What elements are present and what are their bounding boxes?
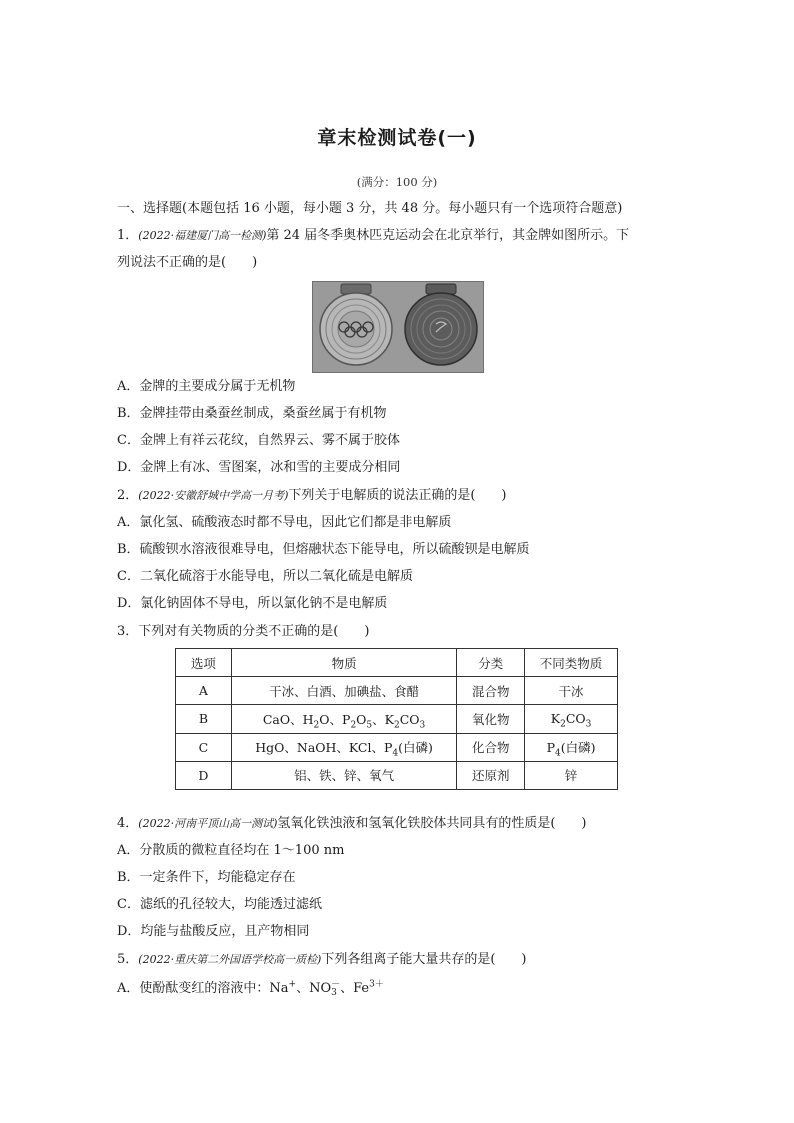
medal-image [313, 282, 483, 372]
table-row [176, 705, 618, 733]
question-text: 下列关于电解质的说法正确的是( ) [288, 488, 507, 503]
table-header-row [176, 649, 618, 677]
q4-option-b: B．一定条件下，均能稳定存在 [117, 870, 296, 885]
question-source: (2022·福建厦门高一检测) [138, 229, 267, 242]
q4-option-d: D．均能与盐酸反应，且产物相同 [117, 924, 310, 939]
score-note: (满分：100 分) [356, 175, 438, 189]
q4-option-c: C．滤纸的孔径较大，均能透过滤纸 [117, 897, 322, 912]
row-matter: CaO、$H_2O$、$P_2O_5$、$K_2CO_3$ [231, 705, 456, 733]
classification-table [175, 648, 618, 790]
q1-option-a: A．金牌的主要成分属于无机物 [117, 379, 296, 394]
header-class: 分类 [457, 649, 525, 677]
q2-option-d: D．氯化钠固体不导电，所以氯化钠不是电解质 [117, 596, 388, 611]
row-different: $P_4$(白磷) [525, 733, 618, 761]
q2-option-b: B．硫酸钡水溶液很难导电，但熔融状态下能导电，所以硫酸钡是电解质 [117, 542, 530, 557]
question-text: 第 24 届冬季奥林匹克运动会在北京举行，其金牌如图所示。下 [266, 228, 630, 243]
row-matter: 干冰、白酒、加碘盐、食醋 [231, 677, 456, 705]
table-row [176, 677, 618, 705]
q5-option-a: A．使酚酞变红的溶液中：Na+、NO － 3 、$Fe^{3+}$ [117, 979, 384, 998]
question-number: 1． [117, 228, 139, 243]
row-different: 锌 [525, 761, 618, 789]
question-source: (2022·重庆第二外国语学校高一质检) [138, 953, 322, 966]
question-2-stem [117, 487, 507, 505]
row-matter: HgO、NaOH、KCl、$P_4$(白磷) [231, 733, 456, 761]
row-class: 氧化物 [457, 705, 525, 733]
question-text: 下列各组离子能大量共存的是( ) [321, 952, 527, 967]
row-option: B [176, 705, 232, 733]
q4-option-a: A．分散质的微粒直径均在 1～100 nm [117, 843, 345, 858]
question-number: 4． [117, 816, 139, 831]
section-header: 一、选择题(本题包括 16 小题，每小题 3 分，共 48 分。每小题只有一个选项符合题意) [117, 201, 623, 216]
q1-option-b: B．金牌挂带由桑蚕丝制成，桑蚕丝属于有机物 [117, 406, 387, 421]
q1-option-c: C．金牌上有祥云花纹，自然界云、雾不属于胶体 [117, 433, 400, 448]
row-different: 干冰 [525, 677, 618, 705]
question-number: 2． [117, 488, 139, 503]
question-source: (2022·河南平顶山高一测试) [138, 817, 278, 830]
row-different: $K_2CO_3$ [525, 705, 618, 733]
row-class: 化合物 [457, 733, 525, 761]
row-option: C [176, 733, 232, 761]
q2-option-c: C．二氧化硫溶于水能导电，所以二氧化硫是电解质 [117, 569, 413, 584]
row-class: 混合物 [457, 677, 525, 705]
row-matter: 铝、铁、锌、氧气 [231, 761, 456, 789]
header-option: 选项 [176, 649, 232, 677]
table-row [176, 733, 618, 761]
row-option: A [176, 677, 232, 705]
row-class: 还原剂 [457, 761, 525, 789]
q2-option-a: A．氯化氢、硫酸液态时都不导电，因此它们都是非电解质 [117, 515, 452, 530]
question-text: 氢氧化铁浊液和氢氧化铁胶体共同具有的性质是( ) [277, 816, 587, 831]
question-3-stem: 3．下列对有关物质的分类不正确的是( ) [117, 624, 370, 639]
question-5-stem [117, 951, 527, 969]
question-1-stem [117, 227, 629, 245]
table-row [176, 761, 618, 789]
row-option: D [176, 761, 232, 789]
header-matter: 物质 [231, 649, 456, 677]
medal-photo [312, 281, 484, 373]
q1-option-d: D．金牌上有冰、雪图案，冰和雪的主要成分相同 [117, 460, 401, 475]
page-title: 章末检测试卷(一) [317, 127, 477, 149]
question-1-stem-cont: 列说法不正确的是( ) [117, 255, 258, 270]
header-different: 不同类物质 [525, 649, 618, 677]
question-number: 5． [117, 952, 139, 967]
question-4-stem [117, 815, 587, 833]
question-source: (2022·安徽舒城中学高一月考) [138, 489, 289, 502]
